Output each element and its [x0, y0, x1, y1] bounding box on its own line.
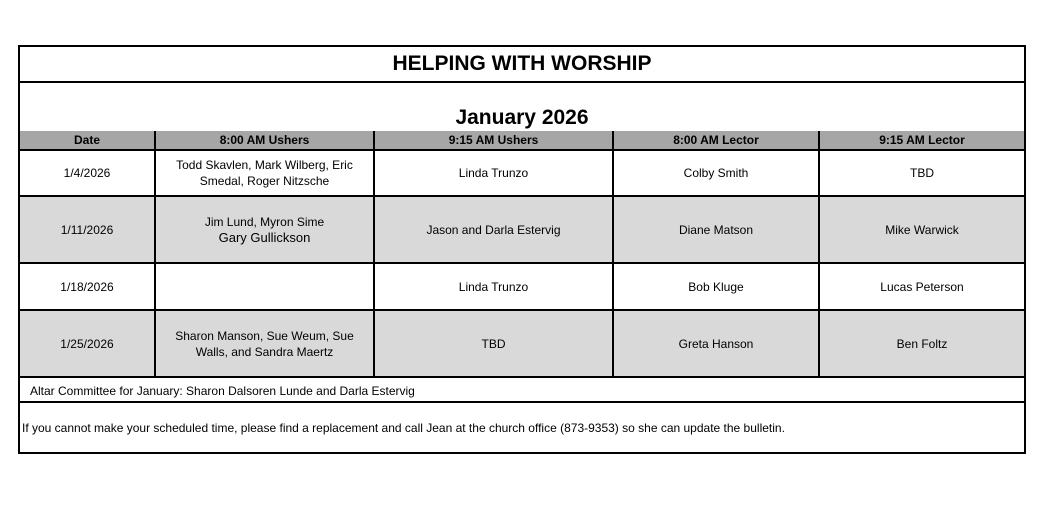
column-header-lector-915am: 9:15 AM Lector: [819, 131, 1024, 150]
ushers-8am-cell: [155, 196, 374, 263]
replacement-note: If you cannot make your scheduled time, please find a replacement and call Jean at the church office (873-9353) so she can update the bulletin.: [22, 420, 785, 435]
schedule-table: [20, 131, 1024, 378]
lector-915am-cell: Ben Foltz: [819, 310, 1024, 377]
column-header-ushers-915am: 9:15 AM Ushers: [374, 131, 613, 150]
date-cell: 1/11/2026: [20, 196, 155, 263]
ushers-names: Sharon Manson, Sue Weum, Sue Walls, and Sandra Maertz: [175, 328, 354, 359]
ushers-names: Todd Skavlen, Mark Wilberg, Eric Smedal, Roger Nitzsche: [176, 158, 353, 188]
lector-8am-cell: Greta Hanson: [613, 310, 819, 377]
ushers-names: Jim Lund, Myron Sime: [204, 214, 325, 229]
lector-915am-cell: Mike Warwick: [819, 196, 1024, 263]
lector-8am-cell: Bob Kluge: [613, 263, 819, 310]
date-cell: 1/25/2026: [20, 310, 155, 377]
lector-915am-cell: TBD: [819, 150, 1024, 196]
ushers-915am-cell: TBD: [374, 310, 613, 377]
lector-8am-cell: Diane Matson: [613, 196, 819, 263]
date-cell: 1/4/2026: [20, 150, 155, 196]
table-row: [20, 310, 1024, 377]
table-row: [20, 263, 1024, 310]
date-cell: 1/18/2026: [20, 263, 155, 310]
table-row: [20, 196, 1024, 263]
worship-schedule: [18, 45, 1026, 454]
ushers-8am-cell: [155, 310, 374, 377]
column-header-date: Date: [20, 131, 155, 150]
altar-committee-note: Altar Committee for January: Sharon Dalsoren Lunde and Darla Estervig: [20, 380, 1024, 403]
ushers-8am-cell: [155, 263, 374, 310]
table-row: [20, 150, 1024, 196]
lector-915am-cell: Lucas Peterson: [819, 263, 1024, 310]
ushers-names-extra: Gary Gullickson: [218, 229, 311, 245]
lector-8am-cell: Colby Smith: [613, 150, 819, 196]
ushers-915am-cell: Linda Trunzo: [374, 263, 613, 310]
ushers-8am-cell: [155, 150, 374, 196]
ushers-915am-cell: Jason and Darla Estervig: [374, 196, 613, 263]
ushers-915am-cell: Linda Trunzo: [374, 150, 613, 196]
column-header-lector-8am: 8:00 AM Lector: [613, 131, 819, 150]
header-row: [20, 131, 1024, 150]
column-header-ushers-8am: 8:00 AM Ushers: [155, 131, 374, 150]
schedule-month: January 2026: [455, 106, 589, 129]
schedule-title: HELPING WITH WORSHIP: [20, 47, 1024, 83]
